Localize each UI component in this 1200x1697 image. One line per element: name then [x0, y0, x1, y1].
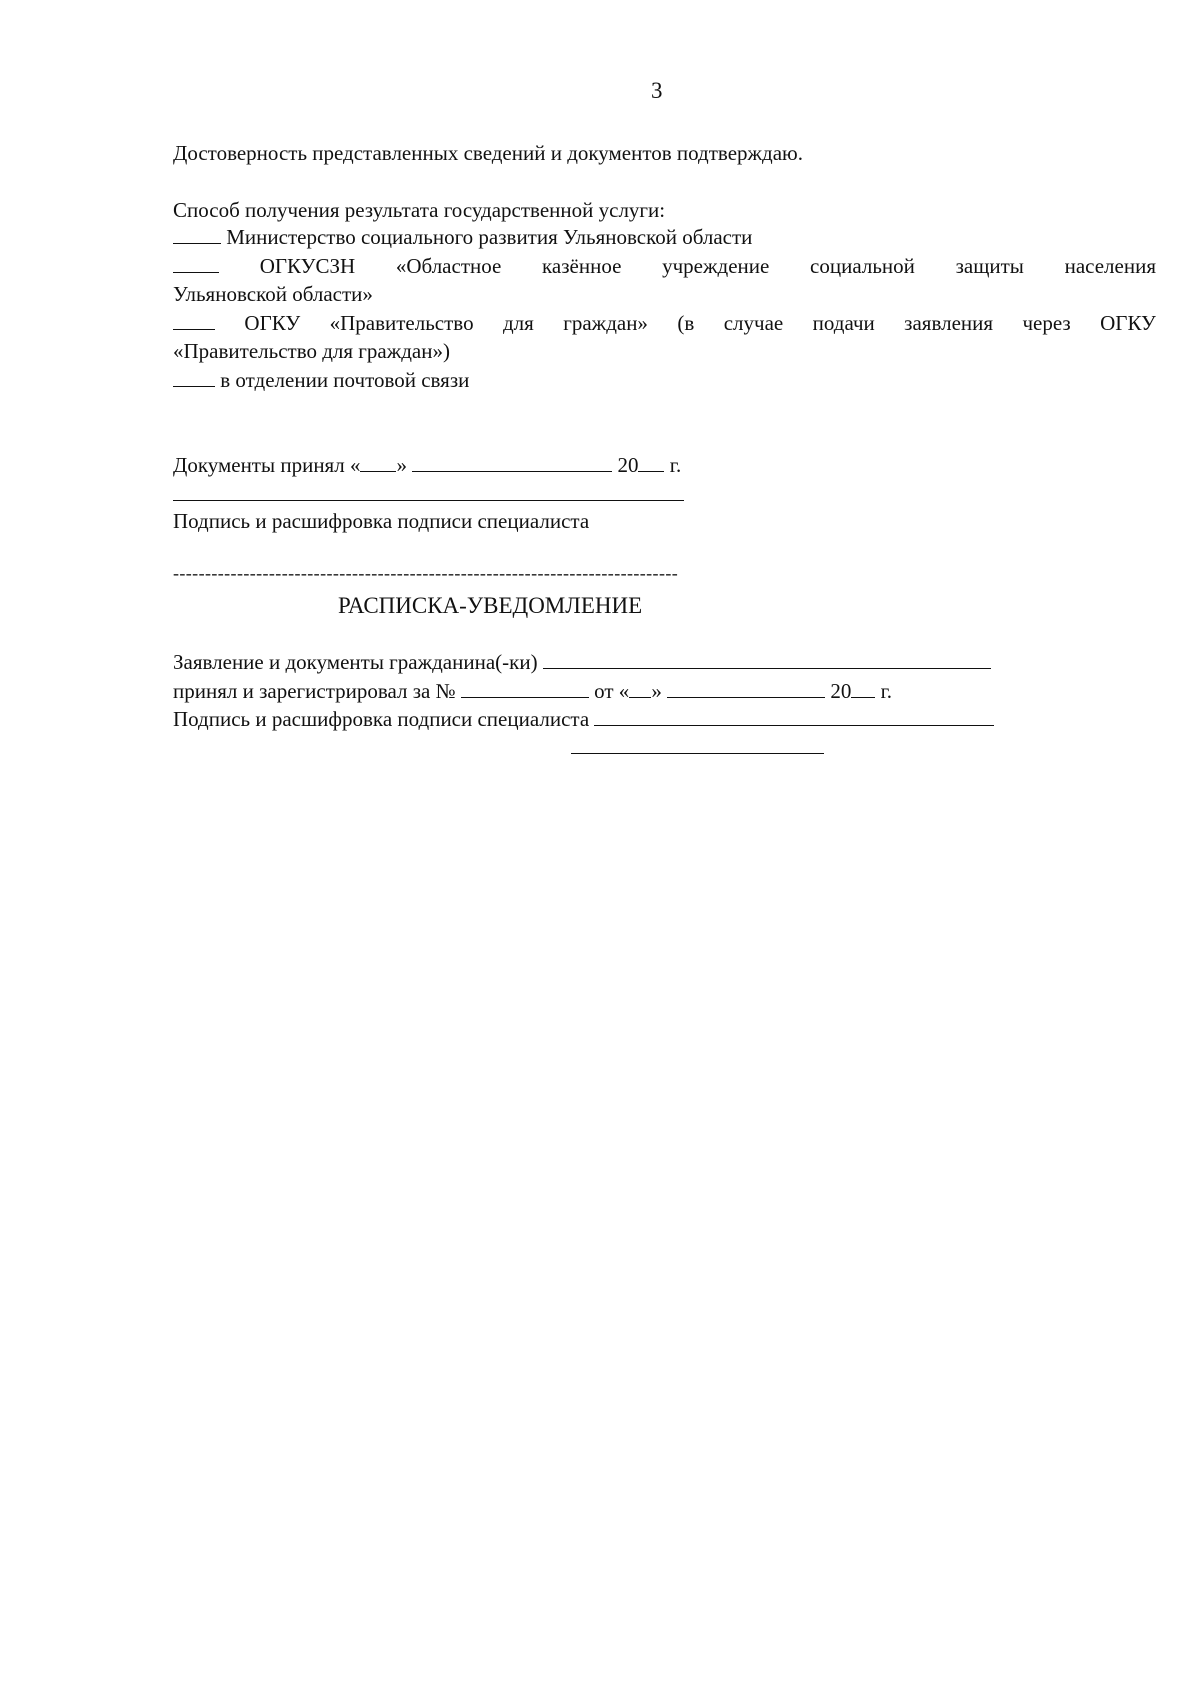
- method-option-government: [173, 310, 1156, 336]
- word: «Областное: [395, 254, 502, 278]
- month-blank[interactable]: [412, 452, 612, 472]
- year-blank[interactable]: [638, 452, 664, 472]
- receipt-signature-blank[interactable]: [594, 706, 994, 726]
- blank-line[interactable]: [173, 224, 221, 244]
- year-prefix: 20: [830, 679, 852, 703]
- receipt-title: РАСПИСКА-УВЕДОМЛЕНИЕ: [338, 593, 643, 618]
- word: граждан»: [563, 311, 648, 335]
- page-number: 3: [651, 78, 663, 103]
- method-option-ministry-label: Министерство социального развития Ульяновской области: [226, 225, 753, 249]
- specialist-signature-caption: Подпись и расшифровка подписи специалиста: [173, 509, 590, 533]
- receipt-applicant-line: [173, 649, 991, 675]
- applicant-name-blank[interactable]: [543, 649, 991, 669]
- blank-line[interactable]: [173, 253, 219, 273]
- from-label: от «: [594, 679, 630, 703]
- word: ОГКУ: [244, 311, 301, 335]
- word: учреждение: [662, 254, 770, 278]
- method-option-ministry: [173, 224, 752, 250]
- receipt-registration-line: [173, 678, 892, 704]
- word: казённое: [542, 254, 622, 278]
- word: «Правительство: [329, 311, 474, 335]
- receipt-signature-label: Подпись и расшифровка подписи специалиста: [173, 707, 590, 731]
- year-suffix: г.: [669, 453, 682, 477]
- word: для: [503, 311, 534, 335]
- word: ОГКУСЗН: [259, 254, 356, 278]
- registration-label: принял и зарегистрировал за №: [173, 679, 456, 703]
- word: случае: [723, 311, 784, 335]
- word: через: [1022, 311, 1071, 335]
- word: подачи: [812, 311, 875, 335]
- confirmation-text: Достоверность представленных сведений и документов подтверждаю.: [173, 141, 803, 165]
- documents-accepted-line: [173, 452, 681, 478]
- signature-line[interactable]: [173, 500, 684, 501]
- year-blank[interactable]: [851, 678, 875, 698]
- registration-number-blank[interactable]: [461, 678, 589, 698]
- method-option-post-label: в отделении почтовой связи: [220, 368, 470, 392]
- blank-line[interactable]: [173, 367, 215, 387]
- month-blank[interactable]: [667, 678, 825, 698]
- end-line: [571, 753, 824, 754]
- method-option-ogkuszn: [173, 253, 1156, 279]
- quote-close: »: [651, 679, 662, 703]
- quote-close: »: [396, 453, 407, 477]
- day-blank[interactable]: [360, 452, 396, 472]
- method-option-ogkuszn-continued: Ульяновской области»: [173, 282, 373, 306]
- blank-line[interactable]: [173, 310, 215, 330]
- year-suffix: г.: [880, 679, 893, 703]
- cut-line: -------------------------------------------------------------------------------: [173, 563, 679, 583]
- word: (в: [677, 311, 695, 335]
- receipt-signature-line: [173, 706, 994, 732]
- method-option-government-continued: «Правительство для граждан»): [173, 339, 450, 363]
- documents-accepted-label: Документы принял «: [173, 453, 361, 477]
- year-prefix: 20: [617, 453, 639, 477]
- receipt-applicant-label: Заявление и документы гражданина(-ки): [173, 650, 538, 674]
- method-option-post: [173, 367, 469, 393]
- word: ОГКУ: [1100, 311, 1156, 335]
- word: заявления: [904, 311, 994, 335]
- day-blank[interactable]: [629, 678, 651, 698]
- word: населения: [1064, 254, 1156, 278]
- result-method-title: Способ получения результата государственной услуги:: [173, 198, 666, 222]
- word: защиты: [955, 254, 1024, 278]
- word: социальной: [810, 254, 915, 278]
